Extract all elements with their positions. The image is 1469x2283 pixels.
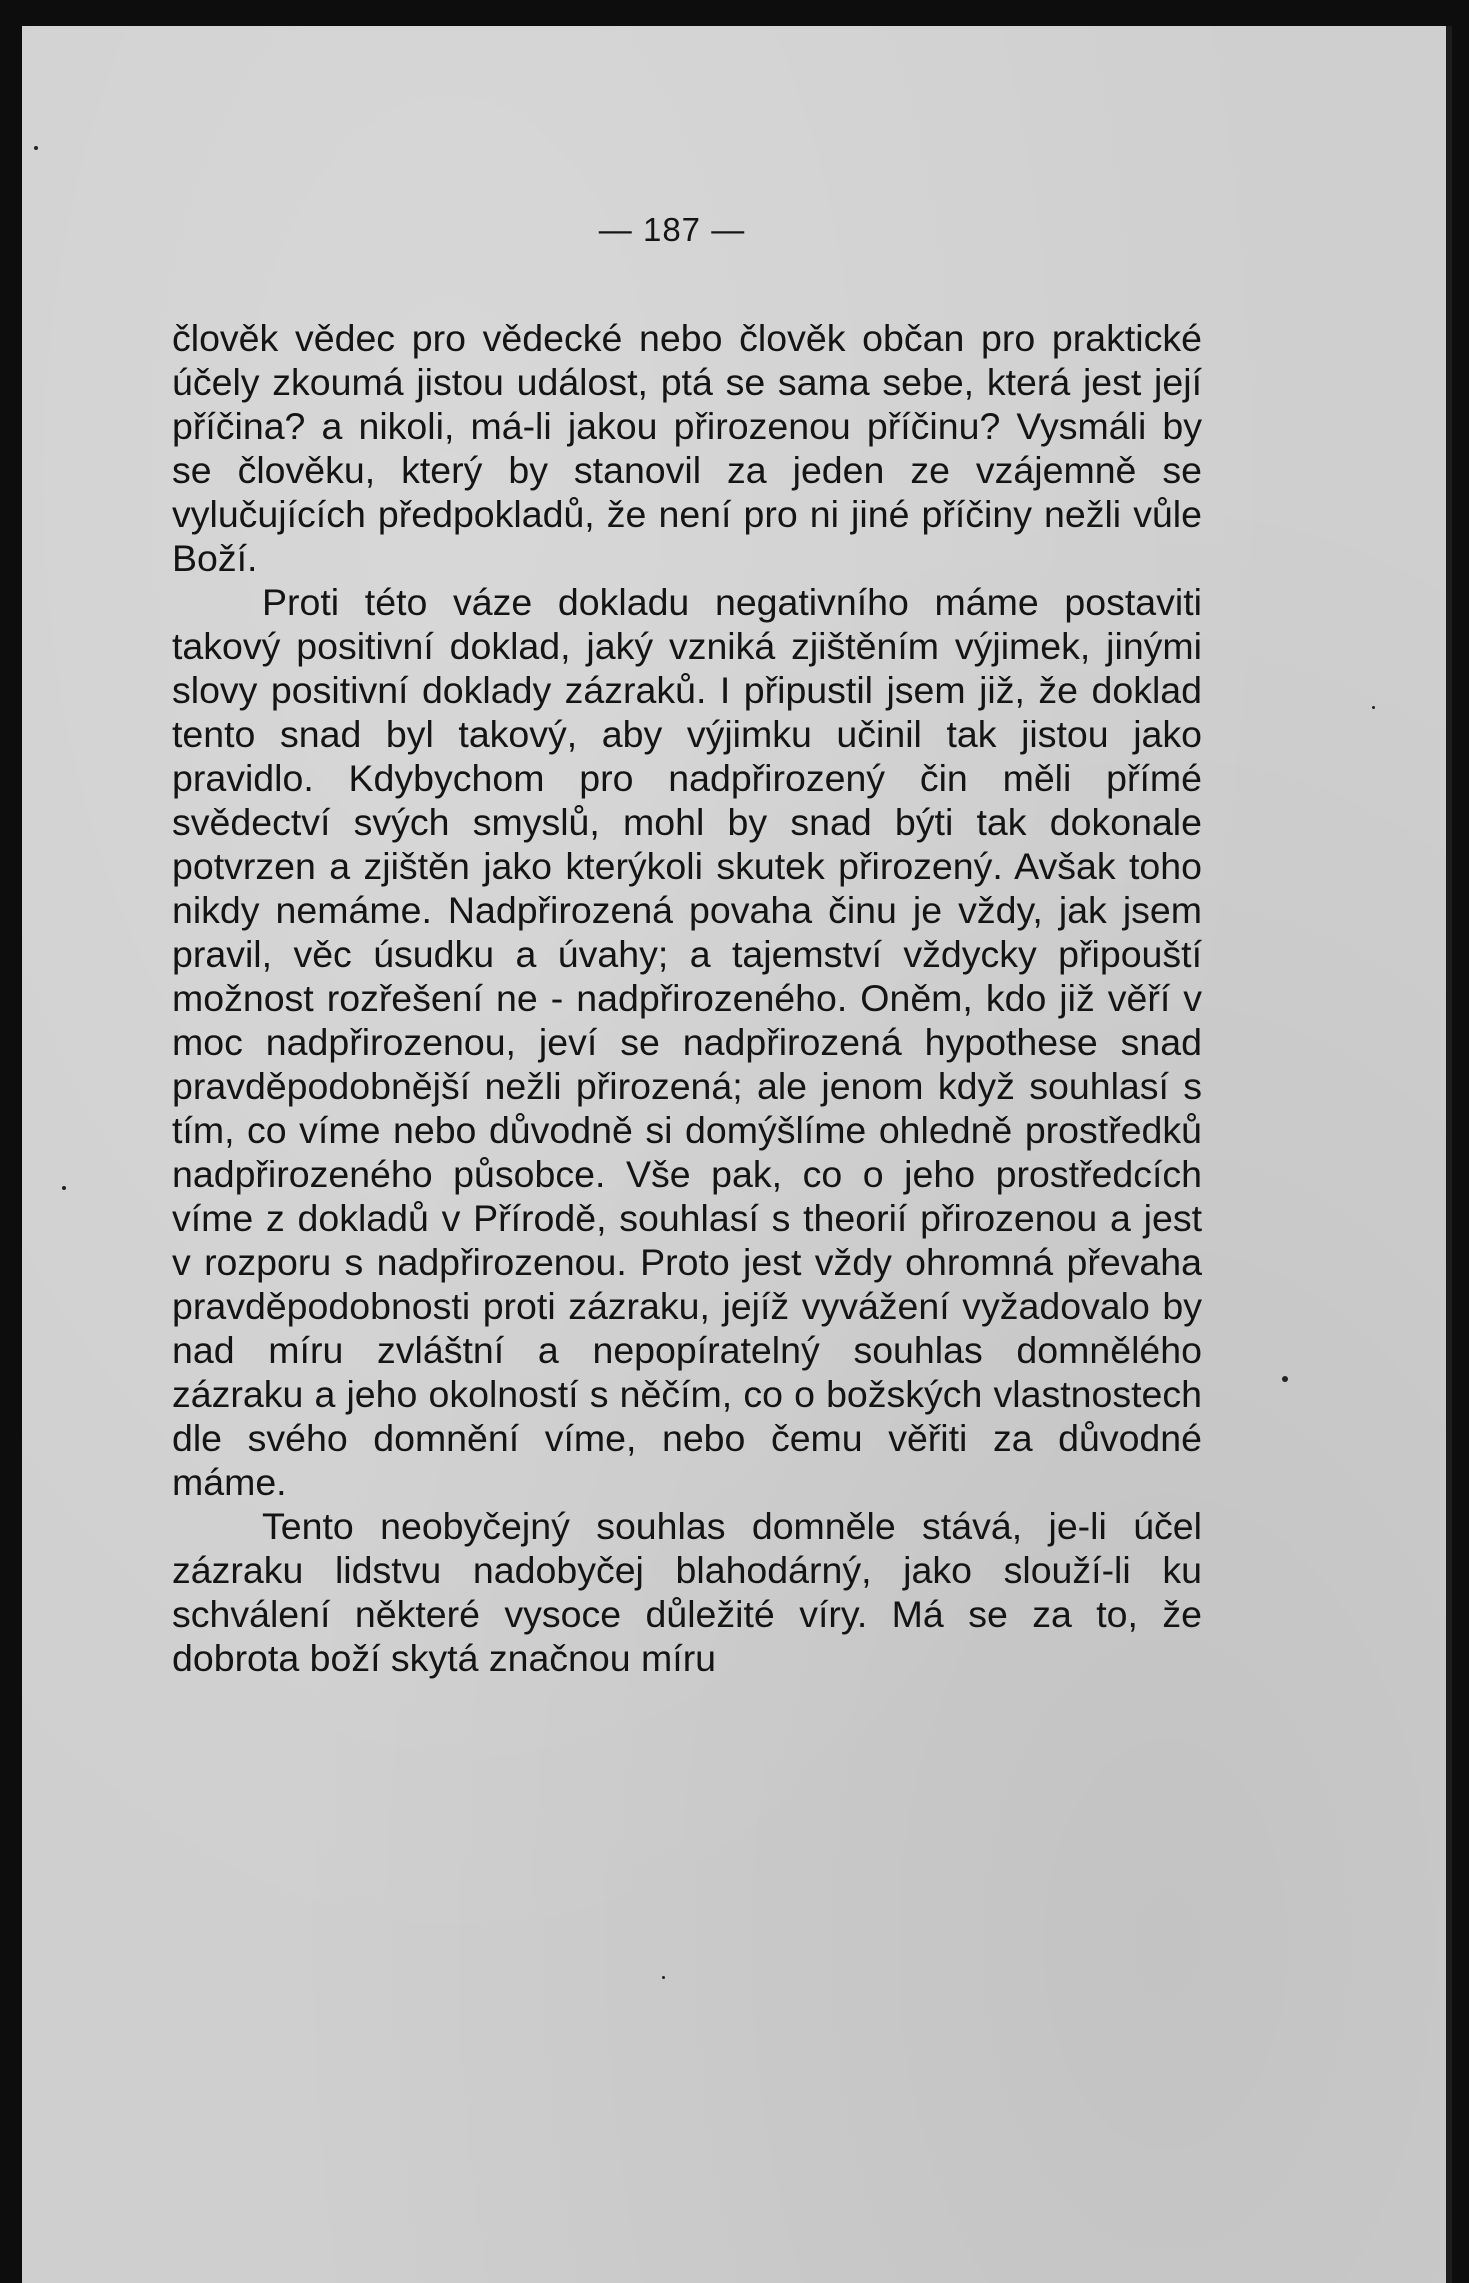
paragraph-3: Tento neobyčejný souhlas domněle stává, je-li účel zázraku lidstvu nadobyčej blahodárný, jako slouží-li ku schválení některé vysoce důležité víry. Má se za to, že dobrota boží skytá značnou míru: [172, 1505, 1202, 1679]
scan-speck: [662, 1976, 665, 1979]
paragraph-2: Proti této váze dokladu negativního máme postaviti takový positivní doklad, jaký vzniká zjištěním výjimek, jinými slovy positivní doklady zázraků. I připustil jsem již, že doklad tento snad byl takový, aby výjimku učinil tak jistou jako pravidlo. Kdybychom pro nadpřirozený čin měli přímé svědectví svých smyslů, mohl by snad býti tak dokonale potvrzen a zjištěn jako kterýkoli skutek přirozený. Avšak toho nikdy nemáme. Nadpřirozená povaha činu je vždy, jak jsem pravil, věc úsudku a úvahy; a tajemství vždycky připouští možnost rozřešení ne - nadpřirozeného. Oněm, kdo již věří v moc nadpřirozenou, jeví se nadpřirozená hypothese snad pravděpodobnější nežli přirozená; ale jenom když souhlasí s tím, co víme nebo důvodně si domýšlíme ohledně prostředků nadpřirozeného působce. Vše pak, co o jeho prostředcích víme z dokladů v Přírodě, souhlasí s theorií přirozenou a jest v rozporu s nadpřirozenou. Proto jest vždy ohromná převaha pravděpodobnosti proti zázraku, jejíž vyvážení vyžadovalo by nad míru zvláštní a nepopíratelný souhlas domnělého zázraku a jeho okolností s něčím, co o božských vlastnostech dle svého domnění víme, nebo čemu věřiti za důvodné máme.: [172, 581, 1202, 1503]
scan-speck: [62, 1186, 66, 1190]
book-page: [22, 26, 1452, 2283]
scan-speck: [1372, 706, 1375, 709]
page-edge-shadow: [1446, 26, 1452, 2283]
page-number: — 187 —: [598, 211, 746, 248]
scan-speck: [34, 146, 38, 150]
paragraph-1: člověk vědec pro vědecké nebo člověk občan pro praktické účely zkoumá jistou událost, ptá se sama sebe, která jest její příčina? a nikoli, má-li jakou přirozenou příčinu? Vysmáli by se člověku, který by stanovil za jeden ze vzájemně se vylučujících předpokladů, že není pro ni jiné příčiny nežli vůle Boží.: [172, 317, 1202, 579]
scan-speck: [1282, 1376, 1288, 1382]
body-text: [172, 316, 1202, 1680]
